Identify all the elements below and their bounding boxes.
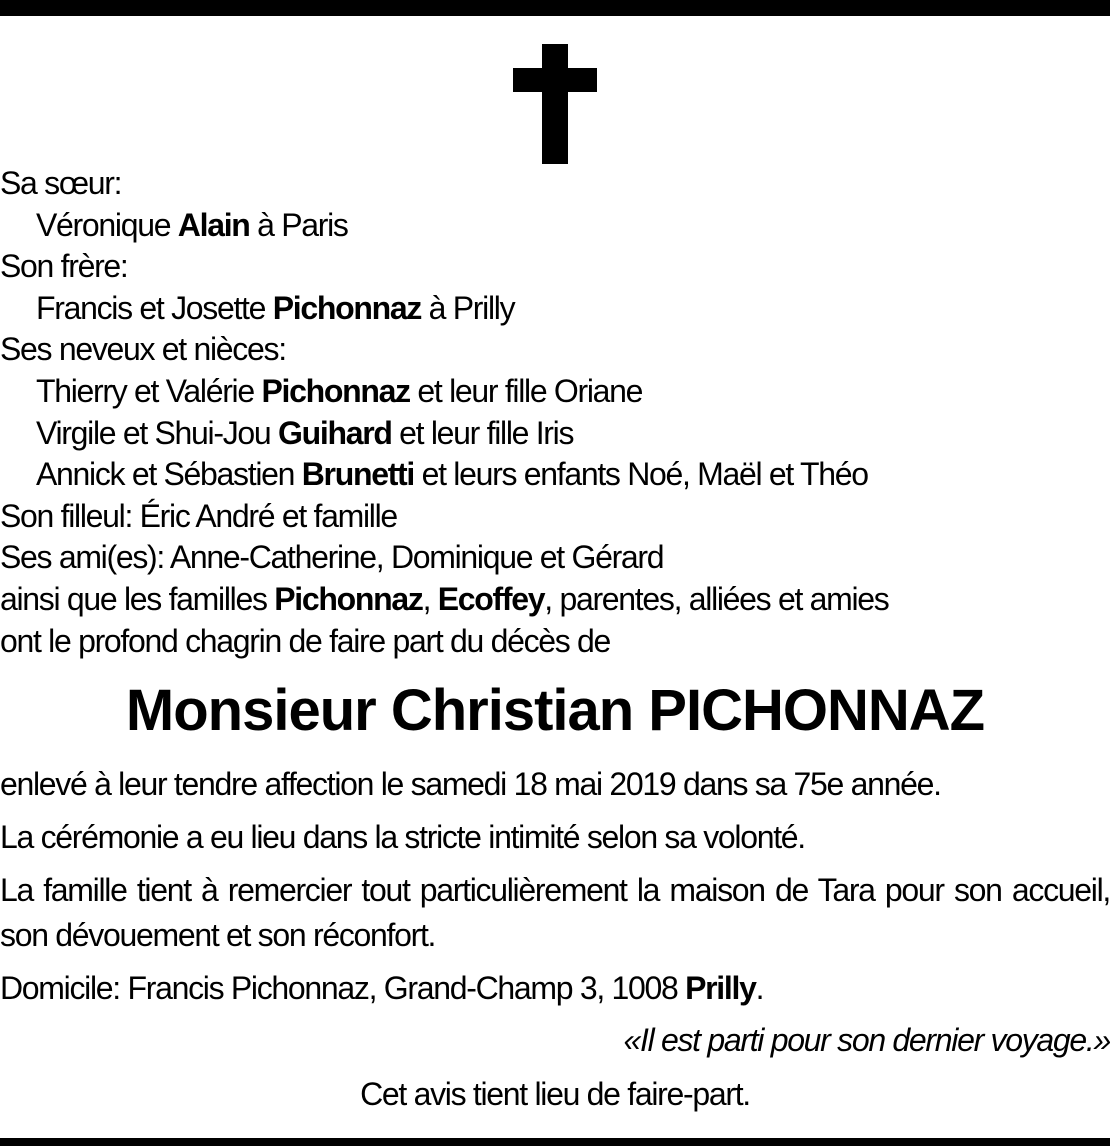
top-rule <box>0 0 1110 16</box>
deceased-name: Monsieur Christian PICHONNAZ <box>125 678 985 743</box>
nephew-line: Virgile et Shui-Jou Guihard et leur fille Iris <box>36 414 574 451</box>
godson-line: Son filleul: Éric André et famille <box>0 497 397 534</box>
brother-line: Francis et Josette Pichonnaz à Prilly <box>36 289 515 326</box>
sister-heading: Sa sœur: <box>0 165 122 201</box>
family-list <box>0 163 1110 662</box>
footer-note: Cet avis tient lieu de faire-part. <box>360 1076 750 1112</box>
announce-line: ont le profond chagrin de faire part du décès de <box>0 622 611 659</box>
thanks-paragraph: La famille tient à remercier tout particulièrement la maison de Tara pour son accueil, son dévouement et son réconfort. <box>0 872 1110 953</box>
quote: «Il est parti pour son dernier voyage.» <box>623 1022 1110 1058</box>
notice-body <box>0 762 1110 1019</box>
families-line: ainsi que les familles Pichonnaz, Ecoffey, parentes, alliées et amies <box>0 580 889 617</box>
brother-heading: Son frère: <box>0 248 128 285</box>
ceremony-line: La cérémonie a eu lieu dans la stricte intimité selon sa volonté. <box>0 819 805 855</box>
nephew-line: Thierry et Valérie Pichonnaz et leur fille Oriane <box>36 372 643 409</box>
bottom-rule <box>0 1138 1110 1146</box>
sister-line: Véronique Alain à Paris <box>36 206 348 243</box>
friends-line: Ses ami(es): Anne-Catherine, Dominique et Gérard <box>0 539 664 576</box>
cross-icon <box>513 44 597 164</box>
death-line: enlevé à leur tendre affection le samedi 18 mai 2019 dans sa 75e année. <box>0 766 941 802</box>
nephews-heading: Ses neveux et nièces: <box>0 331 286 368</box>
nephew-line: Annick et Sébastien Brunetti et leurs enfants Noé, Maël et Théo <box>36 456 868 493</box>
domicile-line: Domicile: Francis Pichonnaz, Grand-Champ 3, 1008 Prilly. <box>0 970 764 1006</box>
